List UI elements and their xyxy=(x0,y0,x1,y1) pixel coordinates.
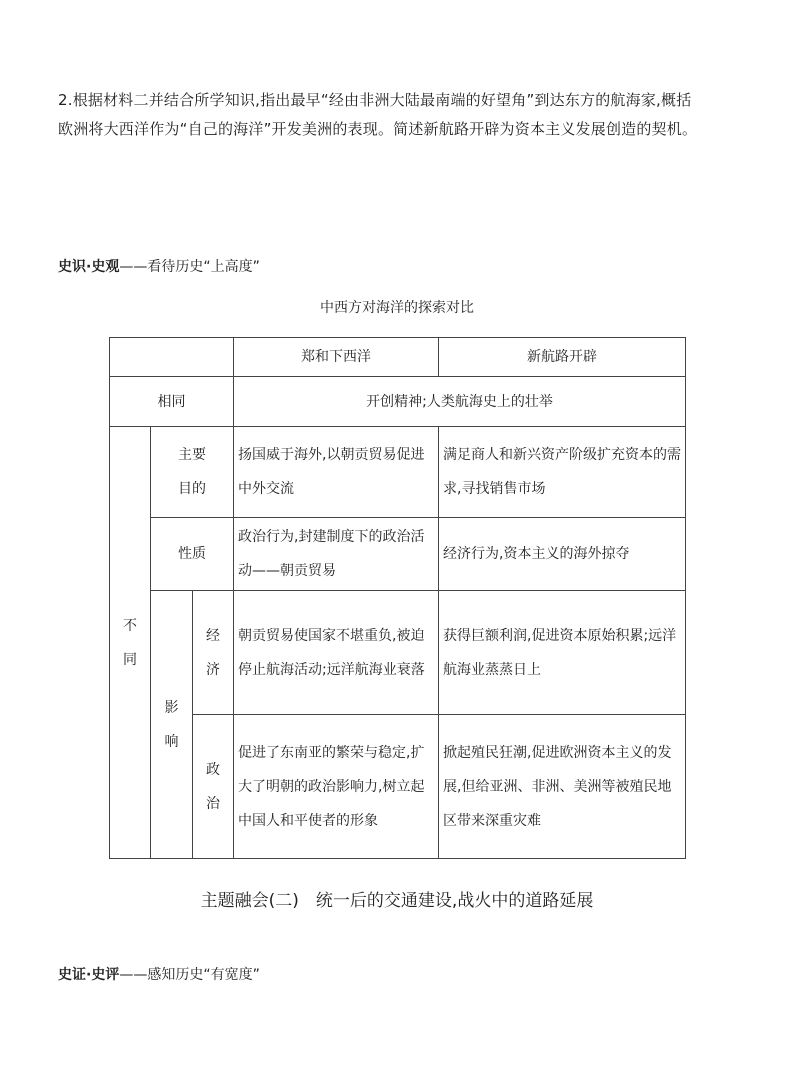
impact-label xyxy=(151,591,193,859)
diff-label-char-1: 不 xyxy=(123,617,137,634)
same-label: 相同 xyxy=(110,377,234,427)
purpose-label-line-2: 目的 xyxy=(178,481,206,497)
economy-label-char-1: 经 xyxy=(206,627,220,644)
nature-label: 性质 xyxy=(151,518,234,591)
heading-bold: 史识·史观 xyxy=(58,259,120,275)
diff-label-char-2: 同 xyxy=(123,651,137,668)
diff-label xyxy=(110,427,151,859)
table-title: 中西方对海洋的探索对比 xyxy=(320,300,474,316)
purpose-label-line-1: 主要 xyxy=(178,447,206,463)
section-heading-shishi xyxy=(58,256,260,276)
row-nature xyxy=(110,518,686,591)
row-impact-economy xyxy=(110,591,686,715)
section-heading-shizheng xyxy=(58,964,260,984)
row-purpose xyxy=(110,427,686,518)
table-header-row xyxy=(110,338,686,377)
row-same xyxy=(110,377,686,427)
header-new-route: 新航路开辟 xyxy=(439,338,686,377)
economy-label xyxy=(193,591,234,715)
question-line-2: 欧洲将大西洋作为“自己的海洋”开发美洲的表现。简述新航路开辟为资本主义发展创造的契机。 xyxy=(58,120,698,138)
economy-new-route: 获得巨额利润,促进资本原始积累;远洋航海业蒸蒸日上 xyxy=(439,591,686,715)
question-2 xyxy=(58,86,758,144)
politics-label-char-2: 治 xyxy=(206,795,220,812)
comparison-table xyxy=(109,337,686,859)
theme-title: 主题融会(二) 统一后的交通建设,战火中的道路延展 xyxy=(200,891,594,911)
row-impact-politics xyxy=(110,715,686,859)
politics-label xyxy=(193,715,234,859)
header-zheng-he: 郑和下西洋 xyxy=(234,338,439,377)
nature-new-route: 经济行为,资本主义的海外掠夺 xyxy=(439,518,686,591)
heading-bold: 史证·史评 xyxy=(58,967,120,983)
impact-label-char-2: 响 xyxy=(164,733,179,750)
purpose-label xyxy=(151,427,234,518)
impact-label-char-1: 影 xyxy=(164,699,179,716)
purpose-new-route: 满足商人和新兴资产阶级扩充资本的需求,寻找销售市场 xyxy=(439,427,686,518)
politics-zheng-he: 促进了东南亚的繁荣与稳定,扩大了明朝的政治影响力,树立起中国人和平使者的形象 xyxy=(234,715,439,859)
same-value: 开创精神;人类航海史上的壮举 xyxy=(234,377,686,427)
heading-rest: ——感知历史“有宽度” xyxy=(119,967,260,983)
question-line-1: 2.根据材料二并结合所学知识,指出最早“经由非洲大陆最南端的好望角”到达东方的航海家,概括 xyxy=(58,91,692,109)
heading-rest: ——看待历史“上高度” xyxy=(119,259,260,275)
purpose-zheng-he: 扬国威于海外,以朝贡贸易促进中外交流 xyxy=(234,427,439,518)
economy-label-char-2: 济 xyxy=(206,661,220,678)
nature-zheng-he: 政治行为,封建制度下的政治活动——朝贡贸易 xyxy=(234,518,439,591)
politics-label-char-1: 政 xyxy=(206,761,220,778)
economy-zheng-he: 朝贡贸易使国家不堪重负,被迫停止航海活动;远洋航海业衰落 xyxy=(234,591,439,715)
header-blank-cell xyxy=(110,338,234,377)
politics-new-route: 掀起殖民狂潮,促进欧洲资本主义的发展,但给亚洲、非洲、美洲等被殖民地区带来深重灾难 xyxy=(439,715,686,859)
